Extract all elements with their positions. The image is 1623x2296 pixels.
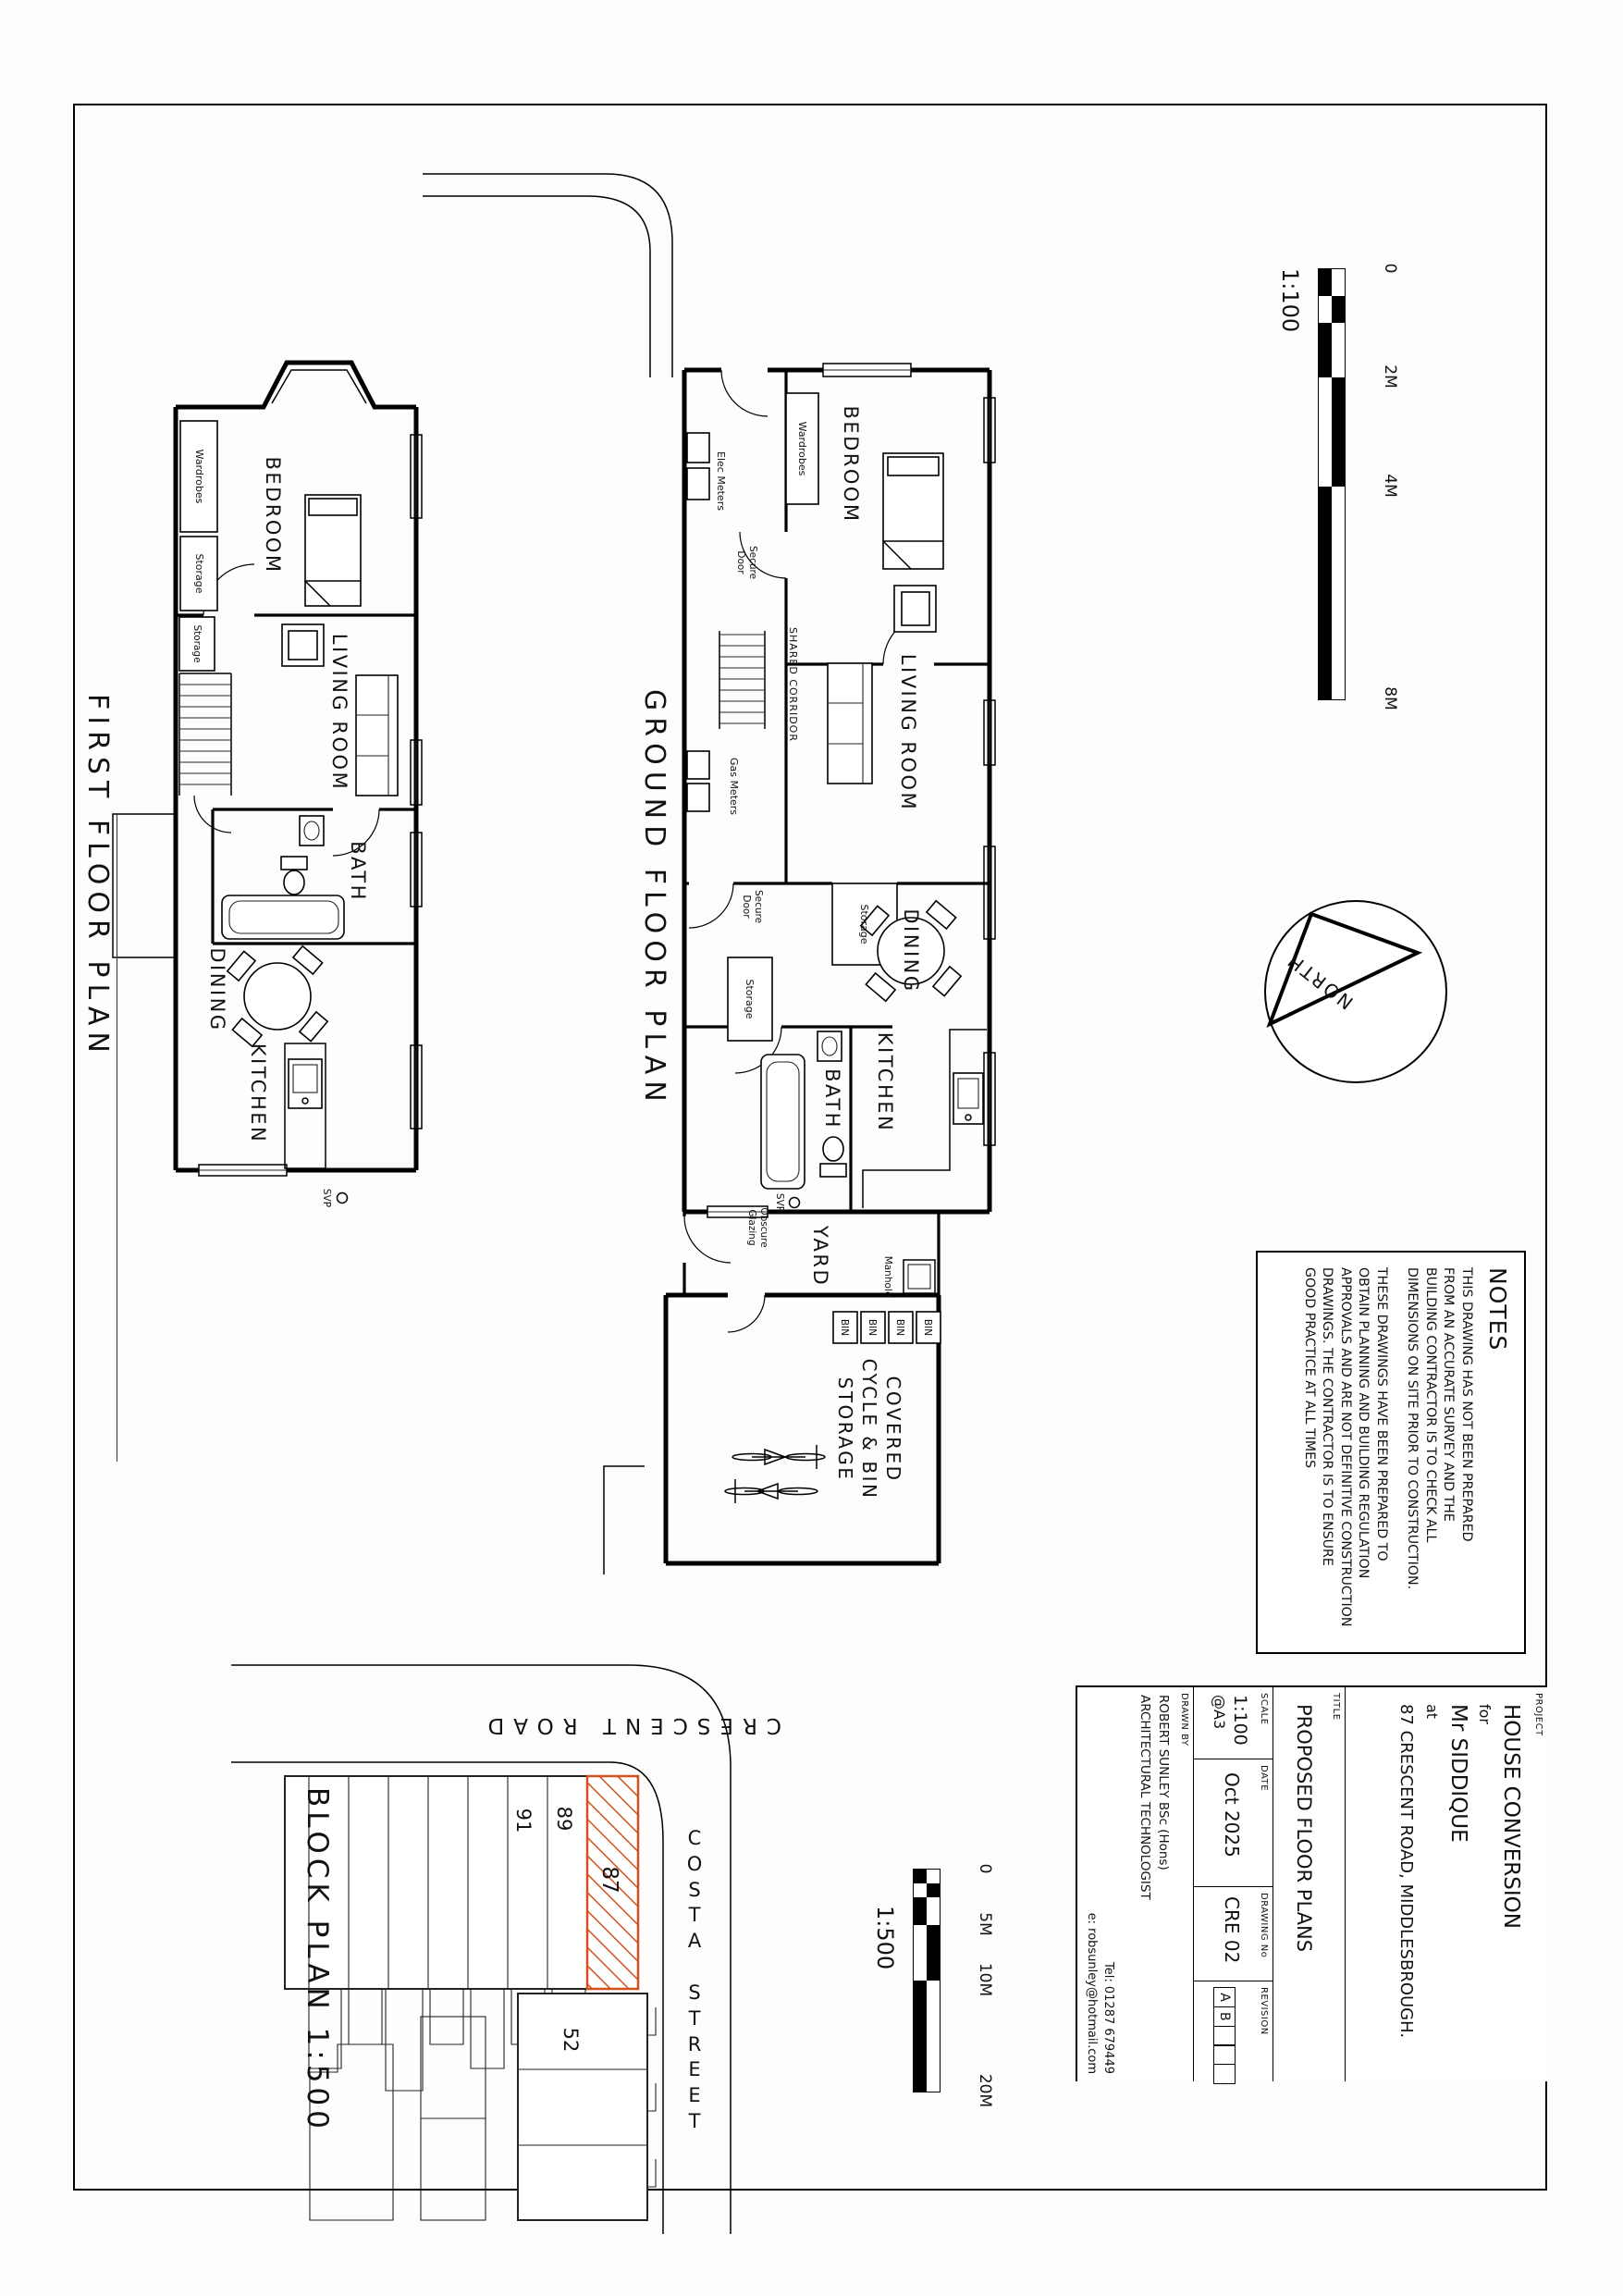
title-label: TITLE bbox=[1331, 1693, 1341, 1721]
drawn-by-role: ARCHITECTURAL TECHNOLOGIST bbox=[1137, 1695, 1152, 1900]
tick-4m: 4M bbox=[1381, 474, 1399, 498]
revision-box bbox=[1213, 2044, 1236, 2065]
north-arrow bbox=[1247, 883, 1464, 1101]
bp-costa-street-label: C O S T A S T R E E T bbox=[686, 1827, 703, 2132]
notes-line: GOOD PRACTICE AT ALL TIMES bbox=[1302, 1267, 1317, 1469]
ff-bed bbox=[305, 495, 361, 606]
revision-cell bbox=[1194, 1981, 1273, 2081]
gf-bath-label: BATH bbox=[821, 1068, 843, 1129]
scale-size: @A3 bbox=[1211, 1695, 1228, 1730]
bp-house-89-label: 89 bbox=[553, 1806, 575, 1832]
gf-bin3-label: BIN bbox=[867, 1318, 878, 1337]
ff-armchair bbox=[282, 624, 324, 666]
notes-line: DIMENSIONS ON SITE PRIOR TO CONSTRUCTION. bbox=[1405, 1267, 1420, 1590]
drawing-no-cell bbox=[1194, 1887, 1273, 1981]
ff-storage2-label: Storage bbox=[191, 624, 203, 663]
drawn-by-label: DRAWN BY bbox=[1179, 1693, 1189, 1747]
date-label: DATE bbox=[1259, 1765, 1269, 1792]
drawn-by-email: e: robsunley@hotmail.com bbox=[1085, 1912, 1099, 2074]
scale-bar-1-500 bbox=[860, 1863, 994, 2108]
gf-secure-door2-arc bbox=[689, 883, 733, 928]
notes-line: BUILDING CONTRACTOR IS TO CHECK ALL bbox=[1423, 1267, 1438, 1543]
gf-bed bbox=[883, 453, 943, 569]
ff-kitchen-counter bbox=[285, 1043, 326, 1168]
ff-wardrobes-label: Wardrobes bbox=[193, 449, 205, 504]
gf-bin1-label: BIN bbox=[922, 1318, 933, 1337]
project-client: Mr SIDDIQUE bbox=[1446, 1704, 1470, 1843]
gf-elec-meter-boxes bbox=[687, 433, 709, 500]
gf-toilet bbox=[820, 1137, 846, 1177]
ff-kitchen-label: KITCHEN bbox=[247, 1043, 269, 1144]
bp-house-87-label: 87 bbox=[597, 1866, 621, 1894]
gf-store-door-arc bbox=[728, 1295, 765, 1332]
gf-secure-door2-line2: Door bbox=[741, 895, 752, 919]
ground-floor-plan-title: GROUND FLOOR PLAN bbox=[638, 689, 670, 1108]
gf-store-line1: COVERED bbox=[882, 1376, 904, 1483]
ff-bay-glazing bbox=[272, 370, 366, 403]
revision-box: A bbox=[1213, 1987, 1236, 2007]
notes-heading: NOTES bbox=[1484, 1267, 1511, 1352]
bp-house-52-label: 52 bbox=[559, 2027, 582, 2053]
gf-bin2-label: BIN bbox=[894, 1318, 905, 1337]
project-address: 87 CRESCENT ROAD, MIDDLESBROUGH. bbox=[1396, 1704, 1416, 2039]
block-plan-title: BLOCK PLAN 1:500 bbox=[301, 1787, 334, 2133]
scale-bar-500-label: 1:500 bbox=[872, 1906, 898, 1970]
gf-gas-meters-label: Gas Meters bbox=[728, 757, 740, 816]
gf-store-line3: STORAGE bbox=[834, 1376, 856, 1482]
ff-bath-sink bbox=[300, 816, 324, 846]
gf-obscure-line2: Glazing bbox=[746, 1209, 757, 1246]
date-value: Oct 2025 bbox=[1221, 1772, 1243, 1858]
bp-costa-terrace bbox=[310, 1994, 656, 2220]
scale-value: 1:100 bbox=[1230, 1695, 1250, 1746]
ff-bedroom-label: BEDROOM bbox=[262, 456, 284, 574]
ff-sofa bbox=[356, 675, 398, 796]
ff-svp-label: SVP bbox=[321, 1188, 332, 1208]
gf-storage2-label: Storage bbox=[744, 979, 756, 1019]
notes-line: OBTAIN PLANNING AND BUILDING REGULATION bbox=[1356, 1267, 1371, 1579]
scale-bar-100-bar bbox=[1318, 268, 1346, 700]
revision-box bbox=[1213, 2064, 1236, 2084]
gf-obscure-line1: Obscure bbox=[758, 1207, 769, 1248]
ff-living-label: LIVING ROOM bbox=[328, 633, 350, 792]
tick-0: 0 bbox=[1381, 263, 1399, 274]
date-cell bbox=[1194, 1759, 1273, 1887]
gf-svp-label: SVP bbox=[774, 1192, 785, 1213]
ff-outrigger-outline bbox=[113, 814, 174, 957]
ff-bathtub bbox=[222, 895, 344, 939]
tick-5m: 5M bbox=[976, 1912, 994, 1936]
gf-armchair bbox=[894, 586, 936, 632]
tick-8m: 8M bbox=[1381, 686, 1399, 710]
gf-bin4-label: BIN bbox=[839, 1318, 850, 1337]
first-floor-plan bbox=[74, 342, 462, 1277]
gf-secure-door1-line1: Secure bbox=[747, 545, 758, 580]
first-floor-plan-title: FIRST FLOOR PLAN bbox=[81, 694, 114, 1059]
title-block bbox=[1076, 1685, 1547, 2081]
title-block-cells-row bbox=[1193, 1687, 1273, 2081]
gf-sofa bbox=[828, 663, 872, 784]
drawn-by-tel: Tel: 01287 679449 bbox=[1101, 1962, 1115, 2074]
title-block-drawnby-row bbox=[1077, 1687, 1193, 2081]
ff-front-bay-wall bbox=[176, 363, 416, 407]
ff-stairs bbox=[179, 673, 231, 796]
notes-line: THESE DRAWINGS HAVE BEEN PREPARED TO bbox=[1374, 1267, 1389, 1562]
drawing-title: PROPOSED FLOOR PLANS bbox=[1293, 1704, 1315, 1953]
gf-yard-gate-arc bbox=[684, 1216, 731, 1263]
tick-2m: 2M bbox=[1381, 364, 1399, 389]
revision-label: REVISION bbox=[1259, 1987, 1269, 2035]
gf-secure-door1-line2: Door bbox=[735, 550, 746, 574]
project-label: PROJECT bbox=[1533, 1693, 1543, 1736]
gf-gas-meter-boxes bbox=[687, 751, 709, 811]
notes-line: THIS DRAWING HAS NOT BEEN PREPARED bbox=[1459, 1267, 1474, 1542]
gf-bedroom-label: BEDROOM bbox=[840, 405, 862, 524]
gf-svp-circle bbox=[790, 1198, 800, 1208]
project-for: for bbox=[1476, 1704, 1494, 1724]
gf-kitchen-label: KITCHEN bbox=[874, 1031, 896, 1133]
gf-stairs bbox=[719, 631, 765, 729]
ff-storage1-label: Storage bbox=[193, 553, 205, 594]
scale-bar-1-100 bbox=[1265, 263, 1399, 710]
gf-manhole bbox=[904, 1260, 935, 1293]
gf-bathtub bbox=[761, 1055, 805, 1189]
gf-wardrobes-label: Wardrobes bbox=[796, 421, 808, 476]
ff-toilet bbox=[281, 857, 307, 895]
scale-bar-500-bar bbox=[913, 1869, 941, 2092]
notes-line: APPROVALS AND ARE NOT DEFINITIVE CONSTRUCTION bbox=[1338, 1267, 1353, 1627]
scale-cell bbox=[1194, 1687, 1273, 1759]
gf-yard-label: YARD bbox=[809, 1225, 831, 1288]
bp-house-91-label: 91 bbox=[512, 1808, 535, 1833]
tick-0: 0 bbox=[976, 1863, 994, 1874]
gf-elec-meters-label: Elec Meters bbox=[715, 451, 727, 511]
ff-dining-table bbox=[227, 946, 327, 1046]
project-at: at bbox=[1423, 1704, 1441, 1720]
bp-crescent-road-label: CRESCENT ROAD bbox=[478, 1713, 781, 1737]
gf-boundary-jog bbox=[604, 1466, 645, 1574]
gf-secure-door2-line1: Secure bbox=[753, 889, 764, 924]
gf-front-door-arc bbox=[721, 370, 768, 416]
drawn-by-name: ROBERT SUNLEY BSc (Hons) bbox=[1156, 1695, 1171, 1870]
gf-living-label: LIVING ROOM bbox=[897, 653, 919, 812]
revision-box bbox=[1213, 2026, 1236, 2046]
gf-corridor-label: SHARED CORRIDOR bbox=[787, 627, 799, 742]
gf-dining-label: DINING bbox=[900, 908, 922, 994]
north-label: NORTH bbox=[1281, 947, 1358, 1015]
title-block-title-row bbox=[1273, 1687, 1345, 2081]
drawing-no-value: CRE 02 bbox=[1221, 1896, 1243, 1964]
tick-20m: 20M bbox=[976, 2073, 994, 2108]
gf-bicycles bbox=[725, 1445, 825, 1503]
revision-boxes bbox=[1213, 1987, 1236, 2083]
gf-manhole-label: Manhole bbox=[882, 1255, 893, 1298]
notes-line: FROM AN ACCURATE SURVEY AND THE bbox=[1441, 1267, 1457, 1522]
scale-bar-100-label: 1:100 bbox=[1277, 268, 1303, 333]
ff-dining-label: DINING bbox=[206, 947, 228, 1032]
block-plan bbox=[231, 1637, 828, 2234]
ff-svp-circle bbox=[338, 1193, 348, 1204]
title-block-project-row bbox=[1345, 1687, 1547, 2081]
scale-label: SCALE bbox=[1259, 1693, 1269, 1725]
notes-line: DRAWINGS. THE CONTRACTOR IS TO ENSURE bbox=[1320, 1267, 1335, 1566]
notes-box bbox=[1256, 1251, 1526, 1654]
revision-box: B bbox=[1213, 2006, 1236, 2027]
gf-storage1-label: Storage bbox=[858, 904, 870, 944]
drawing-no-label: DRAWING No bbox=[1259, 1893, 1269, 1958]
gf-bath-sink bbox=[818, 1031, 842, 1061]
ff-bath-label: BATH bbox=[347, 841, 369, 902]
gf-store-line2: CYCLE & BIN bbox=[858, 1358, 880, 1500]
project-name: HOUSE CONVERSION bbox=[1499, 1704, 1523, 1929]
tick-10m: 10M bbox=[976, 1962, 994, 1997]
